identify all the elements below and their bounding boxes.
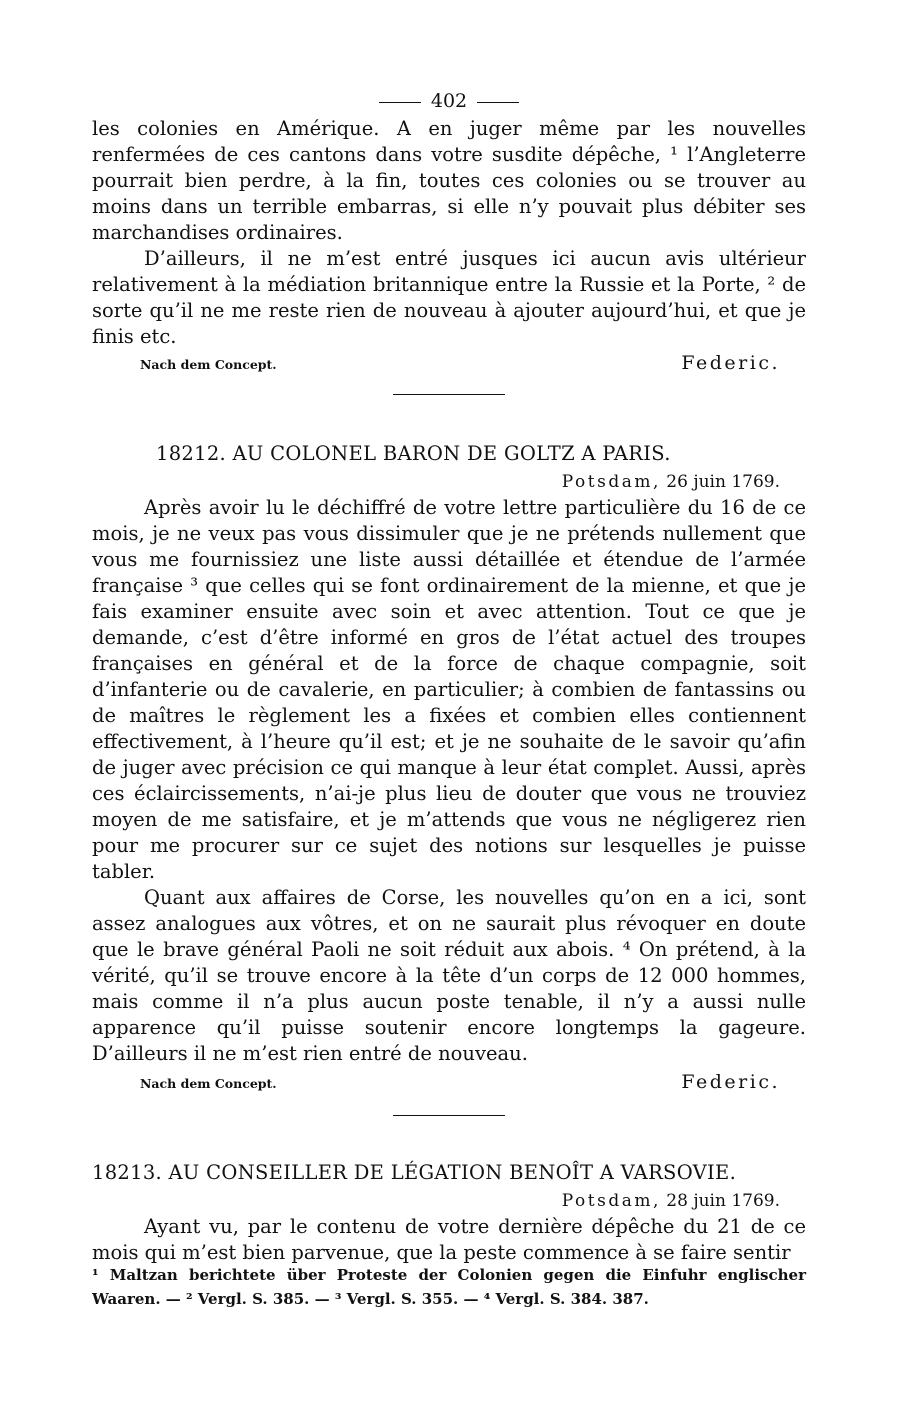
page-number-dash-right — [477, 102, 519, 103]
footnotes: ¹ Maltzan berichtete über Proteste der Colonien gegen die Einfuhr englischer Waaren. — ² Vergl. S. 385. — ³ Vergl. S. 355. — ⁴ Vergl. S. 384. 387. — [92, 1266, 806, 1308]
letter-18212-paragraph-1: Après avoir lu le déchiffré de votre lettre particulière du 16 de ce mois, je ne veux pas vous dissimuler que je ne prétends nullement que vous me fournissiez une liste aussi détaillée et étendue de l’armée française ³ que celles qui se font ordinairement de la mienne, et que je fais examiner ensuite avec soin et avec attention. Tout ce que je demande, c’est d’être informé en gros de l’état actuel des troupes françaises en général et de la force de chaque compagnie, soit d’infanterie ou de cavalerie, en particulier; à combien de fantassins ou de maîtres le règlement les a fixées et combien elles contiennent effectivement, à l’heure qu’il est; et je ne souhaite de le savoir qu’afin de juger avec précision ce qui manque à leur état complet. Aussi, après ces éclaircissements, n’ai-je plus lieu de douter que vous ne trouviez moyen de me satisfaire, et je m’attends que vous ne négligerez rien pour me procurer sur ce sujet des notions sur lesquelles je puisse tabler. — [92, 496, 806, 883]
dateline-place: Potsdam, — [561, 1191, 661, 1211]
page-body — [92, 86, 806, 1266]
dateline-place: Potsdam, — [561, 472, 661, 492]
letter-18212-paragraph-2: Quant aux affaires de Corse, les nouvelles qu’on en a ici, sont assez analogues aux vôtres, et on ne saurait plus révoquer en doute que le brave général Paoli ne soit réduit aux abois. ⁴ On prétend, à la vérité, qu’il se trouve encore à la tête d’un corps de 12 000 hommes, mais comme il n’a plus aucun poste tenable, il n’y a aussi nulle apparence qu’il puisse soutenir encore longtemps la gageure. D’ailleurs il ne m’est rien entré de nouveau. — [92, 886, 806, 1065]
signature: Federic. — [681, 352, 780, 374]
concept-note: Nach dem Concept. — [140, 1076, 277, 1091]
dateline-date: 26 juin 1769. — [666, 472, 780, 492]
page-number: 402 — [430, 90, 468, 112]
section-divider — [393, 394, 505, 395]
signature: Federic. — [681, 1071, 780, 1093]
section-divider — [393, 1115, 505, 1116]
letter-heading-18212: 18212. AU COLONEL BARON DE GOLTZ A PARIS. — [156, 442, 671, 465]
continuation-paragraph-1: les colonies en Amérique. A en juger même par les nouvelles renfermées de ces cantons dans votre susdite dépêche, ¹ l’Angleterre pourrait bien perdre, à la fin, toutes ces colonies ou se trouver au moins dans un terrible embarras, si elle n’y pouvait plus débiter ses marchandises ordinaires. — [92, 117, 806, 244]
dateline-18213 — [92, 1188, 806, 1214]
letter-18212-signature-row — [92, 1071, 806, 1093]
concept-note: Nach dem Concept. — [140, 357, 277, 372]
letter-18213-paragraph-1: Ayant vu, par le contenu de votre dernière dépêche du 21 de ce mois qui m’est bien parvenue, que la peste commence à se faire sentir — [92, 1215, 806, 1264]
continuation-signature-row — [92, 352, 806, 374]
dateline-18212 — [92, 469, 806, 495]
letter-heading-18213: 18213. AU CONSEILLER DE LÉGATION BENOÎT A VARSOVIE. — [92, 1161, 737, 1184]
page-number-dash-left — [379, 102, 421, 103]
dateline-date: 28 juin 1769. — [666, 1191, 780, 1211]
page-number-line — [92, 86, 806, 116]
continuation-paragraph-2: D’ailleurs, il ne m’est entré jusques ici aucun avis ultérieur relativement à la médiation britannique entre la Russie et la Porte, ² de sorte qu’il ne me reste rien de nouveau à ajouter aujourd’hui, et que je finis etc. — [92, 247, 806, 348]
